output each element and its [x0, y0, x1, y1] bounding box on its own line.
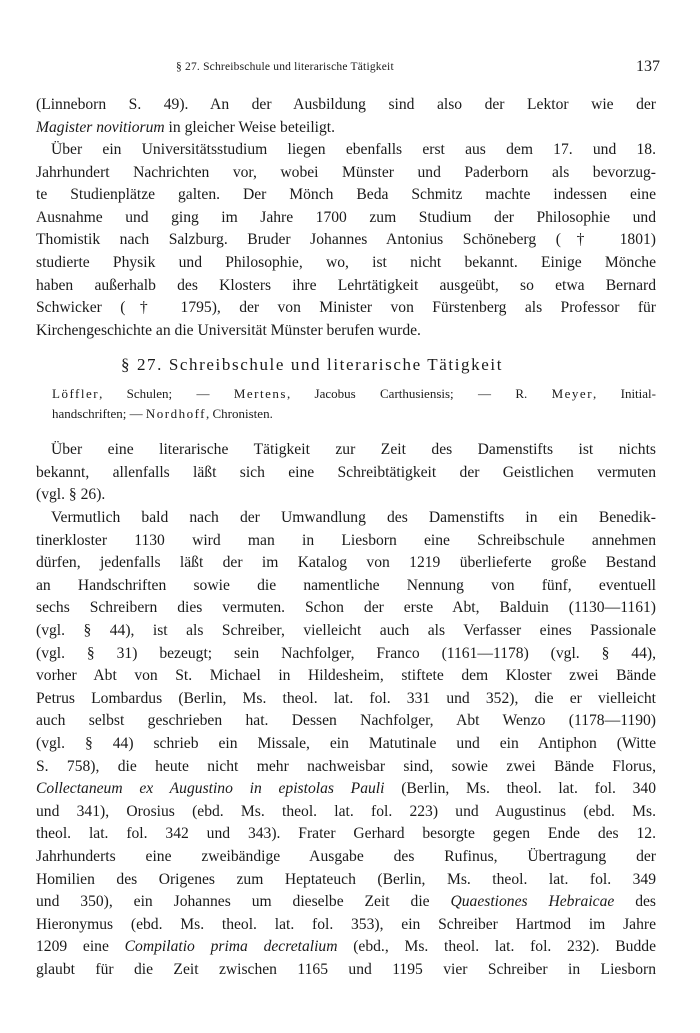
text-line: Jahrhunderts eine zweibändige Ausgabe des Rufinus, Übertragung der: [36, 847, 656, 865]
text-line: Thomistik nach Salzburg. Bruder Johannes Antonius Schöneberg († 1801): [36, 231, 656, 249]
text-line: Über eine literarische Tätigkeit zur Zeit des Damenstifts ist nichts: [51, 441, 656, 458]
running-head: [36, 58, 664, 80]
author-name: Meyer: [551, 386, 594, 401]
section-heading: § 27. Schreibschule und literarische Tätigkeit: [121, 355, 504, 374]
text-fragment: in gleicher Weise beteiligt.: [164, 118, 336, 136]
text-line: Über ein Universitätsstudium liegen ebenfalls erst aus dem 17. und 18.: [51, 141, 656, 158]
text-fragment: , Schulen; —: [99, 386, 234, 401]
text-line: [36, 778, 656, 801]
text-line: studierte Physik und Philosophie, wo, ist nicht bekannt. Einige Mönche: [36, 253, 656, 271]
paragraph-3: [36, 439, 656, 507]
text-line: bekannt, allenfalls läßt sich eine Schreibtätigkeit der Geistlichen vermuten: [36, 463, 656, 481]
text-line: Ausnahme und ging im Jahre 1700 zum Studium der Philosophie und: [36, 208, 656, 226]
text-line: sechs Schreibern dies vermuten. Schon der erste Abt, Balduin (1130—1161): [36, 599, 656, 617]
text-fragment: 1209 eine: [36, 938, 125, 956]
text-fragment: (Berlin, Ms. theol. lat. fol. 340: [384, 780, 656, 798]
text-line: und 341), Orosius (ebd. Ms. theol. lat. fol. 223) und Augustinus (ebd. Ms.: [36, 802, 656, 820]
text-line: (vgl. § 44) schrieb ein Missale, ein Matutinale und ein Antiphon (Witte: [36, 734, 656, 752]
text-fragment: handschriften; —: [52, 406, 146, 421]
running-title: § 27. Schreibschule und literarische Tätigkeit: [176, 61, 394, 73]
text-line: haben außerhalb des Klosters ihre Lehrtätigkeit ausgeübt, so etwa Bernard: [36, 276, 656, 294]
text-line: [36, 936, 656, 959]
text-fragment: , Jacobus Carthusiensis; — R.: [286, 386, 552, 401]
text-line: [36, 891, 656, 914]
italic-title: Compilatio prima decretalium: [124, 938, 338, 956]
text-line: vorher Abt von St. Michael in Hildesheim, stiftete dem Kloster zwei Bände: [36, 667, 656, 685]
text-line: glaubt für die Zeit zwischen 1165 und 1195 vier Schreiber in Liesborn: [36, 960, 656, 978]
paragraph-4: [36, 507, 656, 981]
text-line: (Linneborn S. 49). An der Ausbildung sind also der Lektor wie der: [36, 96, 656, 113]
text-line: dürfen, jedenfalls läßt der im Katalog von 1219 überlieferte große Bestand: [36, 554, 656, 572]
author-name: Löffler: [52, 386, 100, 401]
text-line: auch selbst geschrieben hat. Dessen Nachfolger, Abt Wenzo (1178—1190): [36, 712, 656, 730]
text-fragment: , Chronisten.: [206, 406, 273, 421]
paragraph-1: [36, 94, 656, 139]
text-line: [52, 404, 656, 424]
text-line: Schwicker († 1795), der von Minister von Fürstenberg als Professor für: [36, 299, 656, 317]
text-line: (vgl. § 31) bezeugt; sein Nachfolger, Franco (1161—1178) (vgl. § 44),: [36, 644, 656, 662]
italic-title: Quaestiones Hebraicae: [450, 893, 615, 911]
text-line: (vgl. § 44), ist als Schreiber, vielleicht auch als Verfasser eines Passionale: [36, 621, 656, 639]
text-fragment: , Initial-: [593, 386, 656, 401]
text-line: Jahrhundert Nachrichten vor, wobei Münster und Paderborn als bevorzug-: [36, 163, 656, 181]
text-line: S. 758), die heute nicht mehr nachweisbar sind, sowie zwei Bände Florus,: [36, 757, 656, 775]
italic-title: Collectaneum ex Augustino in epistolas Pauli: [36, 780, 385, 798]
page-number: 137: [636, 58, 660, 75]
text-line: Hieronymus (ebd. Ms. theol. lat. fol. 353), ein Schreiber Hartmod im Jahre: [36, 915, 656, 933]
text-line: theol. lat. fol. 342 und 343). Frater Gerhard besorgte gegen Ende des 12.: [36, 825, 656, 843]
text-line: (vgl. § 26).: [36, 486, 106, 504]
literature-references: [52, 384, 656, 424]
text-line: an Handschriften sowie die namentliche Nennung von fünf, eventuell: [36, 576, 656, 594]
paragraph-2: [36, 139, 656, 342]
text-line: te Studienplätze galten. Der Mönch Beda Schmitz machte indessen eine: [36, 186, 656, 204]
author-name: Mertens: [233, 386, 287, 401]
text-line: [52, 384, 656, 404]
text-fragment: und 350), ein Johannes um dieselbe Zeit die: [36, 893, 451, 911]
text-line: [36, 117, 656, 140]
text-line: Kirchengeschichte an die Universität Münster berufen wurde.: [36, 321, 421, 339]
text-line: Homilien des Origenes zum Heptateuch (Berlin, Ms. theol. lat. fol. 349: [36, 870, 656, 888]
text-fragment: des: [614, 893, 656, 911]
text-fragment: (ebd., Ms. theol. lat. fol. 232). Budde: [337, 938, 656, 956]
italic-term: Magister novitiorum: [36, 118, 165, 136]
text-line: tinerkloster 1130 wird man in Liesborn eine Schreibschule annehmen: [36, 531, 656, 549]
author-name: Nordhoff: [145, 406, 207, 421]
text-line: Vermutlich bald nach der Umwandlung des Damenstifts in ein Benedik-: [51, 509, 656, 526]
text-line: Petrus Lombardus (Berlin, Ms. theol. lat. fol. 331 und 352), die er vielleicht: [36, 689, 656, 707]
